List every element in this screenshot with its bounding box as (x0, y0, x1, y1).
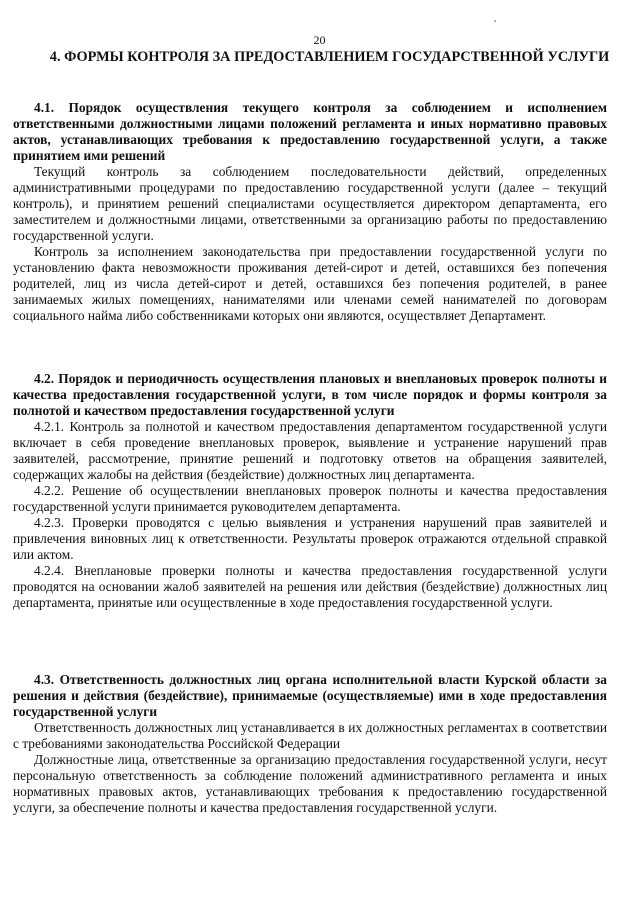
section-4-3 (13, 672, 607, 816)
section-heading: 4.2. Порядок и периодичность осуществления плановых и внеплановых проверок полноты и качества предоставления государственной услуги, в том числе порядок и формы контроля за полнотой и качеством предоставления государственной услуги (13, 371, 607, 418)
section-4-2 (13, 371, 607, 611)
paragraph: 4.2.4. Внеплановые проверки полноты и качества предоставления государственной услуги проводятся на основании жалоб заявителей на решения или действия (бездействие) должностных лиц департамента, принятые или осуществленные в ходе предоставления государственной услуги. (13, 563, 607, 610)
chapter-title: 4. ФОРМЫ КОНТРОЛЯ ЗА ПРЕДОСТАВЛЕНИЕМ ГОСУДАРСТВЕННОЙ УСЛУГИ (49, 49, 610, 65)
paragraph: Текущий контроль за соблюдением последовательности действий, определенных административными процедурами по предоставлению государственной услуги (далее – текущий контроль), и принятием решений специалистами осуществляется директором департамента, его заместителем и должностными лицами, ответственными за организацию работы по предоставлению государственной услуги. (13, 164, 607, 243)
page-number: 20 (313, 33, 326, 47)
section-heading: 4.1. Порядок осуществления текущего контроля за соблюдением и исполнением ответственными должностными лицами положений регламента и иных нормативно правовых актов, устанавливающих требования к предоставлению государственной услуги, а также принятием ими решений (13, 100, 607, 163)
paragraph: Ответственность должностных лиц устанавливается в их должностных регламентах в соответствии с требованиями законодательства Российской Федерации (13, 720, 607, 751)
paragraph: 4.2.3. Проверки проводятся с целью выявления и устранения нарушений прав заявителей и привлечения виновных лиц к ответственности. Результаты проверок отражаются отдельной справкой или актом. (13, 515, 607, 562)
scan-speck (494, 20, 496, 22)
paragraph: Должностные лица, ответственные за организацию предоставления государственной услуги, несут персональную ответственность за соблюдение положений административного регламента и иных нормативных правовых актов, устанавливающих требования к предоставлению государственной услуги, за обеспечение полноты и качества предоставления государственной услуги. (13, 752, 607, 815)
paragraph: 4.2.1. Контроль за полнотой и качеством предоставления департаментом государственной услуги включает в себя проведение внеплановых проверок, выявление и устранение нарушений прав заявителей, рассмотрение, принятие решений и подготовку ответов на обращения заявителей, содержащих жалобы на действия (бездействие) должностных лиц департамента. (13, 419, 607, 482)
section-heading: 4.3. Ответственность должностных лиц органа исполнительной власти Курской области за решения и действия (бездействие), принимаемые (осуществляемые) ими в ходе предоставления государственной услуги (13, 672, 607, 719)
paragraph: 4.2.2. Решение об осуществлении внеплановых проверок полноты и качества предоставления государственной услуги принимается руководителем департамента. (13, 483, 607, 514)
section-4-1 (13, 100, 607, 324)
paragraph: Контроль за исполнением законодательства при предоставлении государственной услуги по установлению факта невозможности проживания детей-сирот и детей, оставшихся без попечения родителей, лиц из числа детей-сирот и детей, оставшихся без попечения родителей, в ранее занимаемых жилых помещениях, нанимателями или членами семей нанимателей по договорам социального найма либо собственниками которых они являются, осуществляет Департамент. (13, 244, 607, 323)
